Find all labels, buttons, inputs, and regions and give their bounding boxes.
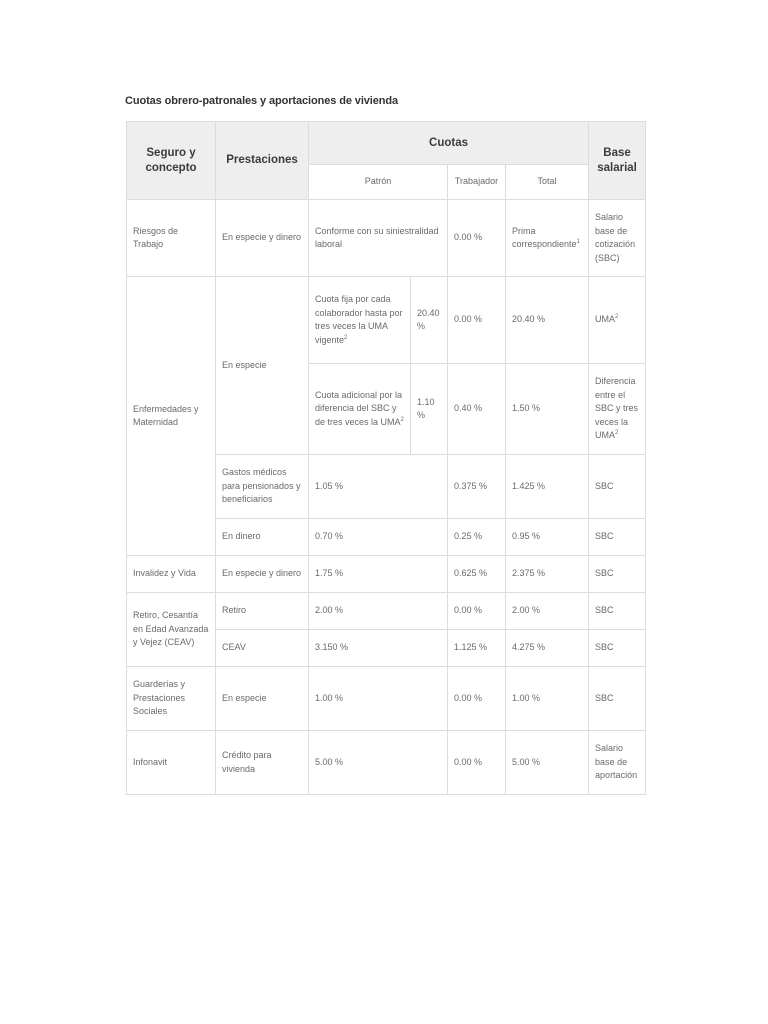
page-title: Cuotas obrero-patronales y aportaciones de vivienda <box>125 95 399 107</box>
total-cell: 1.425 % <box>506 455 589 519</box>
total-cell: 5.00 % <box>506 731 589 795</box>
base-text: Diferencia entre el SBC y tres veces la UMA <box>595 376 639 441</box>
patron-cell: 2.00 % <box>309 593 448 630</box>
trabajador-cell: 0.00 % <box>448 200 506 277</box>
base-cell: SBC <box>589 593 646 630</box>
base-cell <box>589 364 646 455</box>
trabajador-cell: 1.125 % <box>448 630 506 667</box>
patron-cell: 5.00 % <box>309 731 448 795</box>
concepto-cell <box>309 364 411 455</box>
table-row <box>127 200 646 277</box>
footnote-mark: 2 <box>615 314 619 321</box>
base-cell: SBC <box>589 519 646 556</box>
patron-cell: 1.00 % <box>309 667 448 731</box>
seguro-cell: Guarderías y Prestaciones Sociales <box>127 667 216 731</box>
trabajador-cell: 0.25 % <box>448 519 506 556</box>
total-cell: 1.50 % <box>506 364 589 455</box>
prestacion-cell: En especie y dinero <box>216 200 309 277</box>
concepto-text: Cuota fija por cada colaborador hasta por tres veces la UMA vigente <box>315 294 403 345</box>
base-cell <box>589 277 646 364</box>
base-cell: SBC <box>589 556 646 593</box>
trabajador-cell: 0.625 % <box>448 556 506 593</box>
trabajador-cell: 0.00 % <box>448 731 506 795</box>
trabajador-cell: 0.40 % <box>448 364 506 455</box>
table-row <box>127 667 646 731</box>
total-cell: 2.375 % <box>506 556 589 593</box>
base-cell: Salario base de aportación <box>589 731 646 795</box>
total-cell <box>506 200 589 277</box>
header-row-main <box>127 122 646 165</box>
patron-cell: 1.75 % <box>309 556 448 593</box>
prestacion-cell: CEAV <box>216 630 309 667</box>
seguro-cell: Enfermedades y Maternidad <box>127 277 216 556</box>
concepto-cell <box>309 277 411 364</box>
base-text: UMA <box>595 314 616 325</box>
patron-cell: 1.05 % <box>309 455 448 519</box>
seguro-cell: Retiro, Cesantía en Edad Avanzada y Vejez (CEAV) <box>127 593 216 667</box>
header-base: Base salarial <box>589 122 646 200</box>
trabajador-cell: 0.00 % <box>448 277 506 364</box>
table-row <box>127 593 646 630</box>
header-patron: Patrón <box>309 165 448 200</box>
seguro-cell: Infonavit <box>127 731 216 795</box>
table-row <box>127 731 646 795</box>
trabajador-cell: 0.375 % <box>448 455 506 519</box>
prestacion-cell: En dinero <box>216 519 309 556</box>
base-cell: Salario base de cotización (SBC) <box>589 200 646 277</box>
patron-cell: Conforme con su siniestralidad laboral <box>309 200 448 277</box>
seguro-cell: Invalidez y Vida <box>127 556 216 593</box>
header-trabajador: Trabajador <box>448 165 506 200</box>
base-cell: SBC <box>589 667 646 731</box>
table-row <box>127 556 646 593</box>
prestacion-cell: Gastos médicos para pensionados y beneficiarios <box>216 455 309 519</box>
patron-cell: 20.40 % <box>411 277 448 364</box>
total-cell: 0.95 % <box>506 519 589 556</box>
base-cell: SBC <box>589 455 646 519</box>
prestacion-cell: En especie y dinero <box>216 556 309 593</box>
footnote-mark: 2 <box>400 416 404 423</box>
trabajador-cell: 0.00 % <box>448 593 506 630</box>
footnote-mark: 2 <box>344 334 348 341</box>
total-cell: 2.00 % <box>506 593 589 630</box>
patron-cell: 1.10 % <box>411 364 448 455</box>
patron-cell: 0.70 % <box>309 519 448 556</box>
trabajador-cell: 0.00 % <box>448 667 506 731</box>
table-row <box>127 277 646 364</box>
total-cell: 1.00 % <box>506 667 589 731</box>
footnote-mark: 1 <box>576 239 580 245</box>
concepto-text: Cuota adicional por la diferencia del SBC y de tres veces la UMA <box>315 389 403 427</box>
total-text: Prima correspondiente <box>512 225 577 249</box>
footnote-mark: 2 <box>615 430 619 437</box>
cuotas-table <box>126 121 646 795</box>
header-total: Total <box>506 165 589 200</box>
prestacion-cell: En especie <box>216 277 309 455</box>
prestacion-cell: Retiro <box>216 593 309 630</box>
seguro-cell: Riesgos de Trabajo <box>127 200 216 277</box>
total-cell: 4.275 % <box>506 630 589 667</box>
base-cell: SBC <box>589 630 646 667</box>
prestacion-cell: En especie <box>216 667 309 731</box>
total-cell: 20.40 % <box>506 277 589 364</box>
header-prestaciones: Prestaciones <box>216 122 309 200</box>
patron-cell: 3.150 % <box>309 630 448 667</box>
prestacion-cell: Crédito para vivienda <box>216 731 309 795</box>
header-seguro: Seguro y concepto <box>127 122 216 200</box>
header-cuotas: Cuotas <box>309 122 589 165</box>
